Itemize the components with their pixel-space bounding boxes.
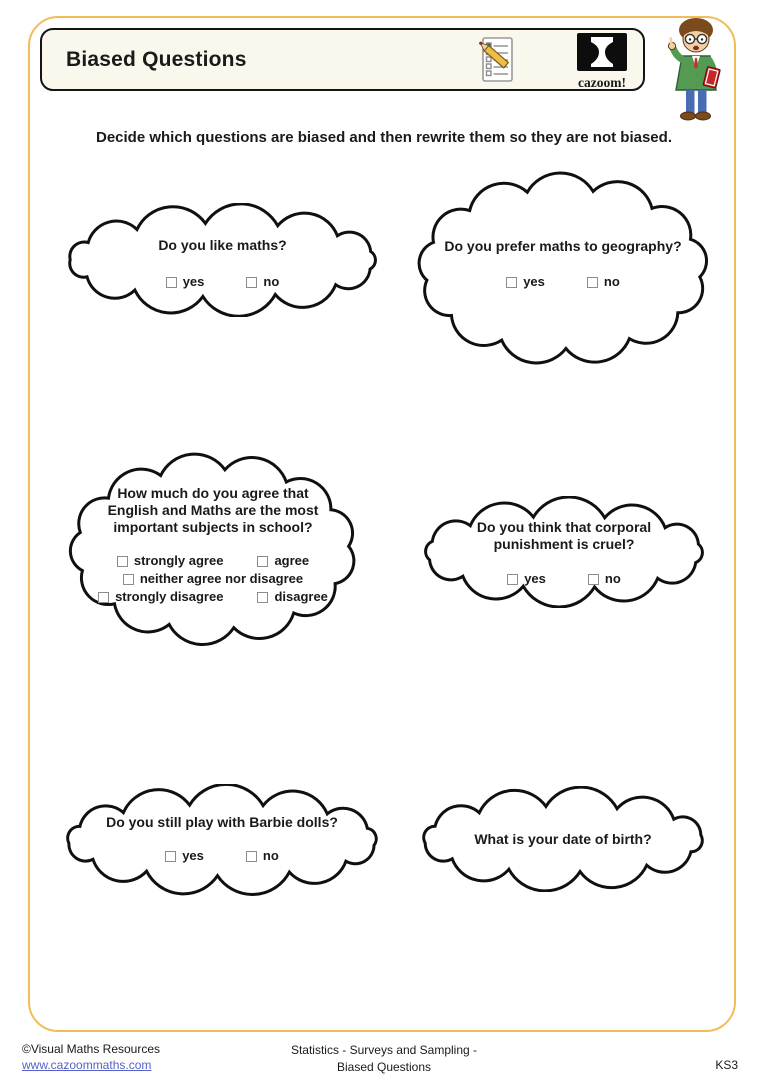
checkbox-icon[interactable] <box>506 277 517 288</box>
option-label: agree <box>274 553 310 568</box>
option-label: no <box>604 571 621 586</box>
instruction-text: Decide which questions are biased and then rewrite them so they are not biased. <box>96 129 672 146</box>
option-label: no <box>603 274 620 289</box>
option-label: strongly disagree <box>115 589 224 604</box>
option-label: neither agree nor disagree <box>139 571 304 586</box>
cloud-options <box>506 274 620 290</box>
checkbox-option[interactable] <box>117 553 224 569</box>
cloud-question: How much do you agree that English and Maths are the most important subjects in school? <box>107 485 319 535</box>
checkbox-icon[interactable] <box>165 851 176 862</box>
checkbox-icon[interactable] <box>257 556 268 567</box>
checkbox-icon[interactable] <box>166 277 177 288</box>
checkbox-icon[interactable] <box>257 592 268 603</box>
footer-series-line1: Statistics - Surveys and Sampling - <box>290 1043 478 1057</box>
cazoom-logo <box>569 33 635 91</box>
page-title: Biased Questions <box>66 47 247 71</box>
checkbox-icon[interactable] <box>123 574 134 585</box>
checkbox-option[interactable] <box>507 571 546 587</box>
question-cloud-date-of-birth <box>404 786 722 892</box>
cloud-question: Do you prefer maths to geography? <box>444 238 682 254</box>
footer-series-line2: Biased Questions <box>336 1060 432 1074</box>
checkbox-icon[interactable] <box>587 277 598 288</box>
checkbox-option[interactable] <box>98 589 223 605</box>
cloud-options <box>507 571 621 587</box>
cloud-question: Do you still play with Barbie dolls? <box>106 814 338 830</box>
checkbox-option[interactable] <box>123 571 303 587</box>
option-label: yes <box>524 571 546 586</box>
question-cloud-prefer-maths <box>404 168 722 370</box>
checkbox-icon[interactable] <box>588 574 599 585</box>
checkbox-option[interactable] <box>166 274 205 290</box>
footer-series-label <box>0 1042 768 1076</box>
cloud-question: What is your date of birth? <box>474 831 652 847</box>
cloud-options <box>165 848 279 864</box>
checkbox-icon[interactable] <box>246 851 257 862</box>
checkbox-option[interactable] <box>246 274 279 290</box>
checkbox-icon[interactable] <box>246 277 257 288</box>
option-label: disagree <box>274 589 328 604</box>
checkbox-icon[interactable] <box>117 556 128 567</box>
cazoom-logo-label: cazoom! <box>578 75 626 90</box>
checklist-pencil-icon <box>479 36 521 84</box>
question-cloud-agree-scale <box>56 448 370 650</box>
checkbox-option[interactable] <box>165 848 204 864</box>
worksheet-header <box>40 28 645 91</box>
footer-key-stage: KS3 <box>715 1058 738 1072</box>
checkbox-icon[interactable] <box>98 592 109 603</box>
option-label: yes <box>182 848 204 863</box>
option-label: strongly agree <box>133 553 224 568</box>
footer-copyright: ©Visual Maths Resources <box>22 1042 161 1056</box>
option-label: no <box>262 848 279 863</box>
question-cloud-barbie-dolls <box>48 784 396 896</box>
cloud-question: Do you like maths? <box>158 237 287 253</box>
checkbox-option[interactable] <box>246 848 279 864</box>
checkbox-option[interactable] <box>588 571 621 587</box>
checkbox-option[interactable] <box>506 274 545 290</box>
footer-website-link[interactable]: www.cazoommaths.com <box>22 1058 152 1072</box>
checkbox-option[interactable] <box>587 274 620 290</box>
checkbox-option[interactable] <box>257 589 327 605</box>
option-label: yes <box>182 274 205 289</box>
question-cloud-corporal-punishment <box>406 496 722 608</box>
cazoom-logo-icon <box>577 33 627 71</box>
cloud-options <box>67 553 359 605</box>
checkbox-icon[interactable] <box>507 574 518 585</box>
cloud-question: Do you think that corporal punishment is cruel? <box>476 519 652 552</box>
option-label: no <box>263 274 280 289</box>
option-label: yes <box>523 274 545 289</box>
question-cloud-like-maths <box>50 203 395 317</box>
teacher-character-illustration <box>654 16 738 124</box>
cloud-options <box>166 274 280 290</box>
checkbox-option[interactable] <box>257 553 309 569</box>
